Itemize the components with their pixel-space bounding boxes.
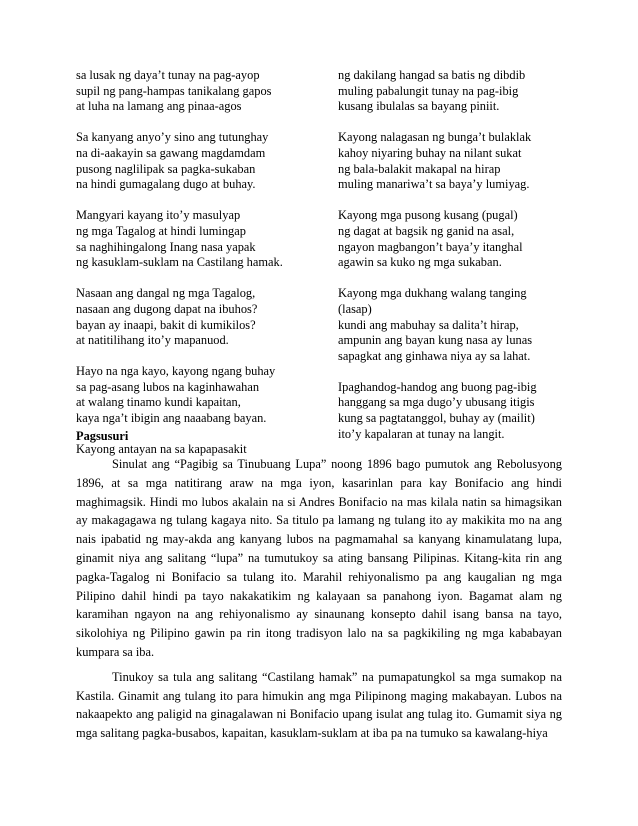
poem-line: kaya nga’t ibigin ang naaabang bayan. bbox=[76, 411, 267, 426]
poem-line: bayan ay inaapi, bakit di kumikilos? bbox=[76, 317, 256, 332]
poem-stanza bbox=[338, 208, 568, 270]
poem-stanza bbox=[76, 68, 326, 115]
poem-line: ngayon magbangon’t baya’y itanghal bbox=[338, 239, 523, 254]
poem-line: muling manariwa’t sa baya’y lumiyag. bbox=[338, 177, 530, 192]
poem-right-column bbox=[338, 68, 568, 458]
analysis-paragraph: Sinulat ang “Pagibig sa Tinubuang Lupa” noong 1896 bago pumutok ang Rebolusyong 1896, at sa mga natitirang araw na mga iyon, kasarinlan para kay Bonifacio ang hindi maghimagsik. Hindi mo lubos akalain na si Andres Bonifacio na mas kilala natin sa himagsikan ay makagagawa ng tulang kagaya nito. Sa titulo pa lamang ng tulang ito ay makikita mo na ang nais ipabatid ng may-akda ang kanyang lubos na pagmamahal sa kanyang kinamulatang lupa, ginamit niya ang salitang “lupa” na tumutukoy sa ating bansang Pilipinas. Kitang-kita rin ang pagka-Tagalog ni Bonifacio sa tulang ito. Marahil rehiyonalismo pa ang kaugalian ng mga Pilipino dahil hindi pa tayo nakakatikim ng kalayaan sa panahong iyon. Bagamat alam ng karamihan ngayon na ang rehiyonalismo ay sinaunang konsepto dahil isang bansa na tayo, sikolohiya ng Pilipino gawin pa rin itong tradisyon lalo na sa pagkikiling ng mga kababayan kumpara sa iba. bbox=[76, 457, 562, 659]
poem-line: sa naghihingalong Inang nasa yapak bbox=[76, 239, 256, 254]
poem-line: kahoy niyaring buhay na nilant sukat bbox=[338, 145, 522, 160]
poem-line: Sa kanyang anyo’y sino ang tutunghay bbox=[76, 130, 269, 145]
poem-line: ito’y kapalaran at tunay na langit. bbox=[338, 426, 505, 441]
poem-line: pusong naglilipak sa pagka-sukaban bbox=[76, 161, 256, 176]
poem-line: ng dagat at bagsik ng ganid na asal, bbox=[338, 223, 515, 238]
poem-stanza bbox=[76, 208, 326, 270]
poem-line: Nasaan ang dangal ng mga Tagalog, bbox=[76, 286, 256, 301]
poem-line: ng dakilang hangad sa batis ng dibdib bbox=[338, 68, 526, 82]
poem-line: at luha na lamang ang pinaa-agos bbox=[76, 99, 242, 114]
poem-line: Ipaghandog-handog ang buong pag-ibig bbox=[338, 379, 537, 394]
poem-line: supil ng pang-hampas tanikalang gapos bbox=[76, 83, 272, 98]
poem-line: ng mga Tagalog at hindi lumingap bbox=[76, 223, 246, 238]
poem-left-column bbox=[76, 68, 326, 473]
poem-line: (lasap) bbox=[338, 301, 372, 316]
poem-line: Kayong nalagasan ng bunga’t bulaklak bbox=[338, 130, 532, 145]
poem-line: nasaan ang dugong dapat na ibuhos? bbox=[76, 301, 258, 316]
poem-line: kusang ibulalas sa bayang piniit. bbox=[338, 99, 500, 114]
poem-line: Kayong mga pusong kusang (pugal) bbox=[338, 208, 518, 223]
poem-line: kung sa pagtatanggol, buhay ay (mailit) bbox=[338, 411, 535, 426]
poem-line: sa pag-asang lubos na kaginhawahan bbox=[76, 379, 260, 394]
poem-line: ampunin ang bayan kung nasa ay lunas bbox=[338, 333, 533, 348]
poem-line: Mangyari kayang ito’y masulyap bbox=[76, 208, 241, 223]
poem-stanza bbox=[76, 364, 326, 426]
poem-line: Hayo na nga kayo, kayong ngang buhay bbox=[76, 364, 276, 379]
poem-line: na di-aakayin sa gawang magdamdam bbox=[76, 145, 266, 160]
poem-line: kundi ang mabuhay sa dalita’t hirap, bbox=[338, 317, 519, 332]
poem-line: na hindi gumagalang dugo at buhay. bbox=[76, 177, 256, 192]
poem-line: ng bala-balakit makapal na hirap bbox=[338, 161, 501, 176]
poem-stanza bbox=[76, 130, 326, 192]
poem-line: at natitilihang ito’y mapanuod. bbox=[76, 333, 229, 348]
poem-line: Kayong mga dukhang walang tanging bbox=[338, 286, 527, 301]
poem-line: Kayong antayan na sa kapapasakit bbox=[76, 442, 247, 457]
poem-line: hanggang sa mga dugo’y ubusang itigis bbox=[338, 395, 535, 410]
poem-stanza bbox=[338, 130, 568, 192]
poem-line: agawin sa kuko ng mga sukaban. bbox=[338, 255, 502, 270]
analysis-paragraph: Tinukoy sa tula ang salitang “Castilang hamak” na pumapatungkol sa mga sumakop na Kastila. Ginamit ang tulang ito para himukin ang mga Pilipinong maging makabayan. Lubos na nakaapekto ang paligid na ginagalawan ni Bonifacio upang isulat ang tulag ito. Gumamit siya ng mga salitang pagka-busabos, kapaitan, kasuklam-suklam at iba pa na tumuko sa kawalang-hiya bbox=[76, 669, 562, 741]
poem-line: sa lusak ng daya’t tunay na pag-ayop bbox=[76, 68, 260, 82]
poem-stanza bbox=[338, 68, 568, 115]
poem-line: ng kasuklam-suklam na Castilang hamak. bbox=[76, 255, 283, 270]
poem-line: muling pabalungit tunay na pag-ibig bbox=[338, 83, 519, 98]
poem-line: sapagkat ang ginhawa niya ay sa lahat. bbox=[338, 348, 531, 363]
poem-stanza bbox=[338, 286, 568, 364]
poem-stanza bbox=[338, 380, 568, 442]
poem-line: at walang tinamo kundi kapaitan, bbox=[76, 395, 241, 410]
analysis-body bbox=[76, 455, 562, 749]
section-heading: Pagsusuri bbox=[76, 429, 129, 443]
poem-stanza bbox=[76, 286, 326, 348]
